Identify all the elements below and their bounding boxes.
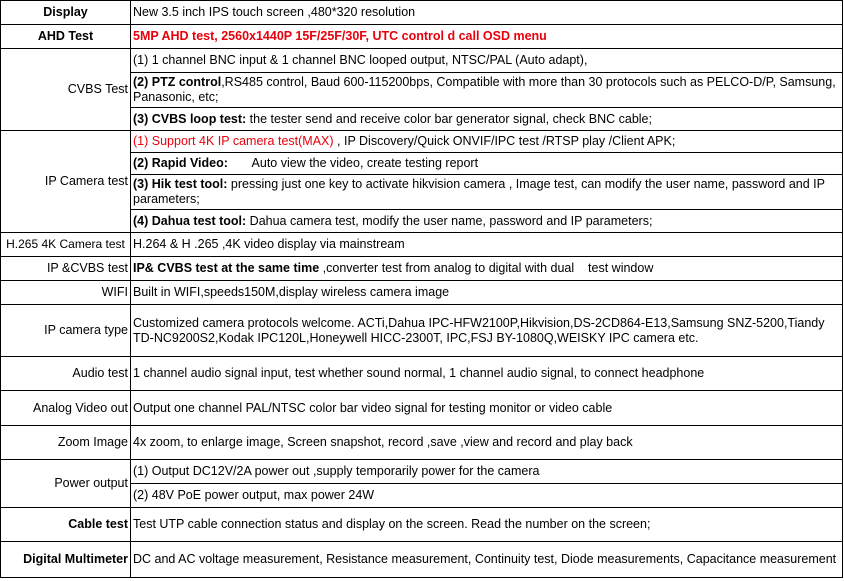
table-row — [1, 257, 843, 281]
ipcvbs-text: ,converter test from analog to digital with dual test window — [319, 261, 654, 275]
ipcam-discovery-text: , IP Discovery/Quick ONVIF/IPC test /RTSP play /Client APK; — [333, 134, 676, 148]
row-label-h265: H.265 4K Camera test — [1, 233, 131, 257]
row-label-audio: Audio test — [1, 357, 131, 391]
cvbs-loop-heading: (3) CVBS loop test: — [133, 111, 247, 126]
row-value-audio: 1 channel audio signal input, test whether sound normal, 1 channel audio signal, to connect headphone — [131, 357, 843, 391]
ipcam-dahua-heading: (4) Dahua test tool: — [133, 213, 247, 228]
row-value-zoom: 4x zoom, to enlarge image, Screen snapshot, record ,save ,view and record and play back — [131, 426, 843, 460]
cvbs-loop-text: the tester send and receive color bar generator signal, check BNC cable; — [246, 111, 652, 126]
row-label-cable: Cable test — [1, 508, 131, 542]
row-value-power-1: (1) Output DC12V/2A power out ,supply temporarily power for the camera — [131, 460, 843, 484]
table-row — [1, 542, 843, 578]
row-value-analog: Output one channel PAL/NTSC color bar video signal for testing monitor or video cable — [131, 391, 843, 426]
ipcam-rapid-heading: (2) Rapid Video: — [133, 156, 228, 170]
row-label-display: Display — [1, 1, 131, 25]
table-row — [1, 1, 843, 25]
table-row — [1, 233, 843, 257]
row-value-power-2: (2) 48V PoE power output, max power 24W — [131, 484, 843, 508]
row-value-cvbs-1: (1) 1 channel BNC input & 1 channel BNC looped output, NTSC/PAL (Auto adapt), — [131, 49, 843, 73]
cvbs-ptz-text: ,RS485 control, Baud 600-115200bps, Compatible with more than 30 protocols such as PELCO-D/P, Samsung, Panasonic, etc; — [133, 75, 836, 104]
row-value-ipcam-2 — [131, 153, 843, 175]
row-label-ipcvbs: IP &CVBS test — [1, 257, 131, 281]
row-label-ipcam: IP Camera test — [1, 131, 131, 233]
cvbs-ptz-heading: (2) PTZ control — [133, 75, 222, 89]
table-row — [1, 357, 843, 391]
row-value-ipcvbs — [131, 257, 843, 281]
ipcam-prefix: (1) — [133, 134, 152, 148]
table-row — [1, 131, 843, 153]
ipcvbs-heading: IP& CVBS test at the same time — [133, 261, 320, 275]
ipcam-4k-text: Support 4K IP camera test(MAX) — [151, 134, 334, 148]
table-row — [1, 281, 843, 305]
row-value-iptype: Customized camera protocols welcome. ACTi,Dahua IPC-HFW2100P,Hikvision,DS-2CD864-E13,Samsung SNZ-5200,Tiandy TD-NC9200S2,Kodak IPC120L,Honeywell HICC-2300T, IPC,FSJ BY-1080Q,WEISKY IPC camera etc. — [131, 305, 843, 357]
ipcam-hik-heading: (3) Hik test tool: — [133, 177, 228, 191]
ipcam-rapid-text: Auto view the video, create testing report — [227, 156, 479, 170]
row-value-cable: Test UTP cable connection status and display on the screen. Read the number on the screen; — [131, 508, 843, 542]
table-row — [1, 305, 843, 357]
row-value-ipcam-4 — [131, 210, 843, 233]
row-label-power: Power output — [1, 460, 131, 508]
row-value-cvbs-3 — [131, 108, 843, 131]
row-value-ipcam-1 — [131, 131, 843, 153]
table-row — [1, 391, 843, 426]
row-label-zoom: Zoom Image — [1, 426, 131, 460]
table-row — [1, 49, 843, 73]
ipcam-dahua-text: Dahua camera test, modify the user name, password and IP parameters; — [246, 213, 653, 228]
table-row — [1, 426, 843, 460]
table-row — [1, 460, 843, 484]
row-value-h265: H.264 & H .265 ,4K video display via mainstream — [131, 233, 843, 257]
row-label-wifi: WIFI — [1, 281, 131, 305]
row-label-analog: Analog Video out — [1, 391, 131, 426]
table-row — [1, 25, 843, 49]
row-label-dmm: Digital Multimeter — [1, 542, 131, 578]
row-label-iptype: IP camera type — [1, 305, 131, 357]
row-value-wifi: Built in WIFI,speeds150M,display wireless camera image — [131, 281, 843, 305]
row-value-ipcam-3 — [131, 175, 843, 210]
row-label-cvbs: CVBS Test — [1, 49, 131, 131]
row-value-cvbs-2 — [131, 73, 843, 108]
row-value-dmm: DC and AC voltage measurement, Resistance measurement, Continuity test, Diode measurements, Capacitance measurement — [131, 542, 843, 578]
row-label-ahd: AHD Test — [1, 25, 131, 49]
table-row — [1, 508, 843, 542]
ipcam-hik-text: pressing just one key to activate hikvision camera , Image test, can modify the user name, password and IP parameters; — [133, 177, 825, 206]
row-value-display: New 3.5 inch IPS touch screen ,480*320 resolution — [131, 1, 843, 25]
row-value-ahd: 5MP AHD test, 2560x1440P 15F/25F/30F, UTC control d call OSD menu — [131, 25, 843, 49]
